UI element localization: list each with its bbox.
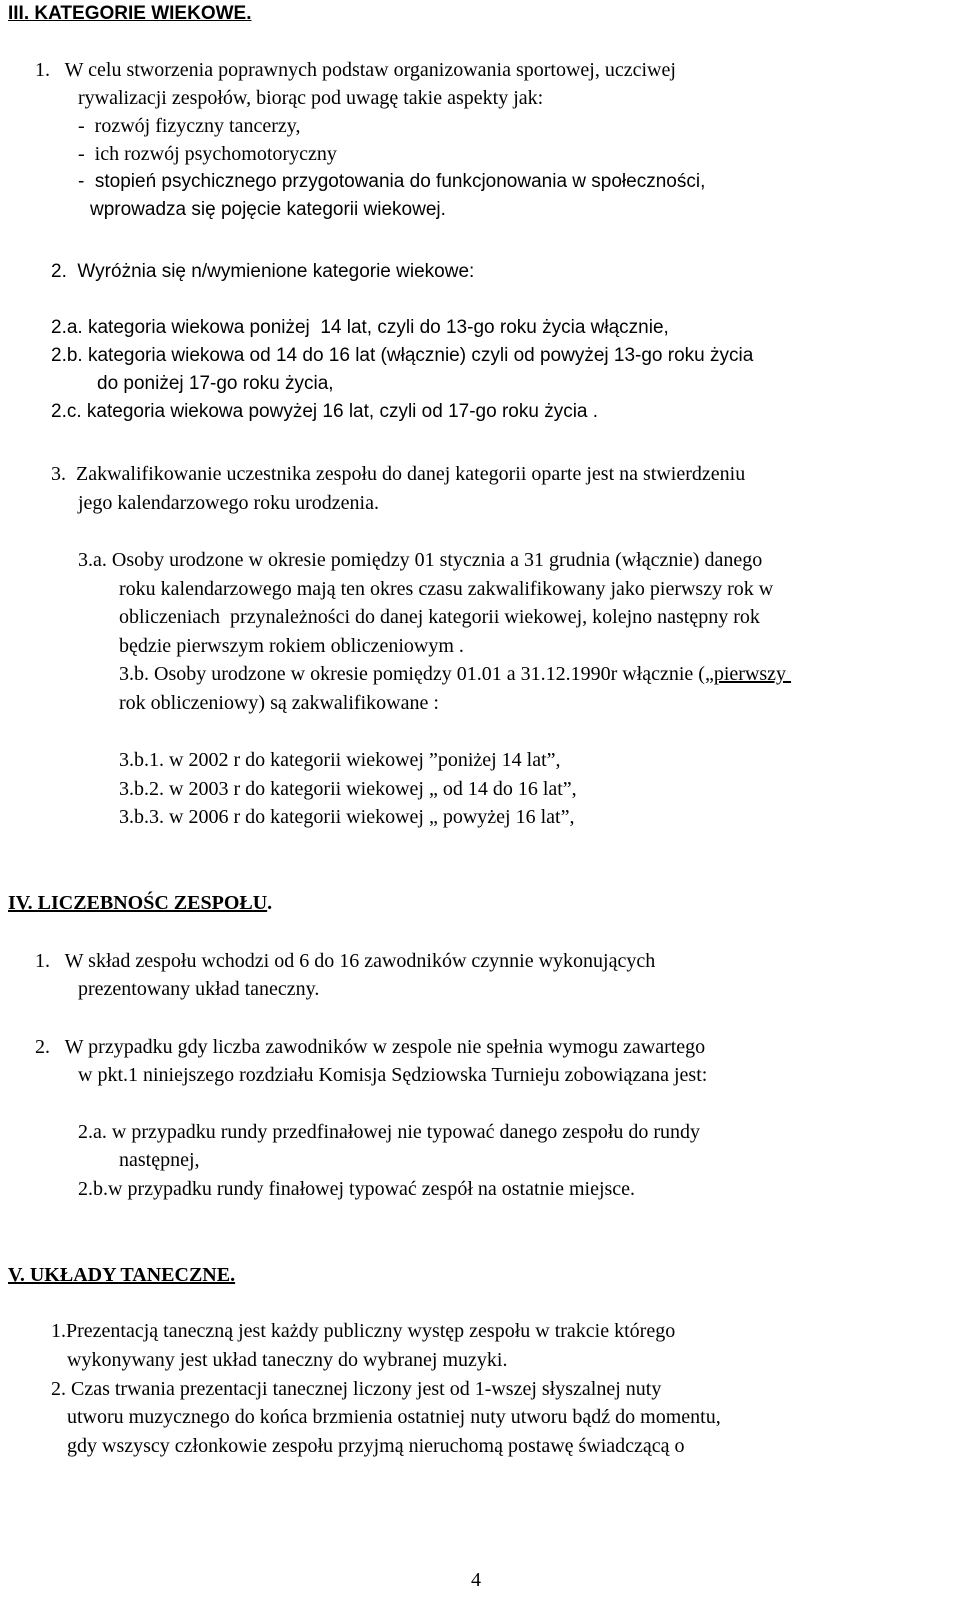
section-3-item-3b3: 3.b.3. w 2006 r do kategorii wiekowej „ powyżej 16 lat”, [119, 806, 575, 828]
section-5-heading: V. UKŁADY TANECZNE. [8, 1264, 236, 1286]
section-3-item-1-bullet-2: - ich rozwój psychomotoryczny [78, 143, 337, 165]
section-3-item-3a-line-4: będzie pierwszym rokiem obliczeniowym . [119, 635, 464, 657]
section-4-item-1-line-2: prezentowany układ taneczny. [78, 978, 320, 1000]
section-5-item-2-line-2: utworu muzycznego do końca brzmienia ostatniej nuty utworu bądź do momentu, [67, 1406, 721, 1428]
section-3-item-3-line-2: jego kalendarzowego roku urodzenia. [78, 492, 379, 514]
section-3-item-3a-line-2: roku kalendarzowego mają ten okres czasu zakwalifikowany jako pierwszy rok w [119, 578, 774, 600]
section-3-item-3a-line-1: 3.a. Osoby urodzone w okresie pomiędzy 01 stycznia a 31 grudnia (włącznie) danego [78, 549, 763, 571]
section-4-item-2a-line-2: następnej, [119, 1149, 200, 1171]
section-5-item-1-line-2: wykonywany jest układ taneczny do wybranej muzyki. [67, 1349, 508, 1371]
section-3-item-3b-line-2: rok obliczeniowy) są zakwalifikowane : [119, 692, 439, 714]
section-3-item-2: 2. Wyróżnia się n/wymienione kategorie wiekowe: [51, 261, 475, 282]
section-4-item-2-line-2: w pkt.1 niniejszego rozdziału Komisja Sędziowska Turnieju zobowiązana jest: [78, 1064, 708, 1086]
section-4-heading-text: IV. LICZEBNOŚC ZESPOŁU [8, 892, 268, 914]
section-3-item-2a: 2.a. kategoria wiekowa poniżej 14 lat, czyli do 13-go roku życia włącznie, [51, 317, 669, 338]
section-3-item-1-bullet-1: - rozwój fizyczny tancerzy, [78, 115, 301, 137]
section-4-item-2-line-1: 2. W przypadku gdy liczba zawodników w zespole nie spełnia wymogu zawartego [35, 1036, 706, 1058]
section-5-item-1-line-1: 1.Prezentacją taneczną jest każdy publiczny występ zespołu w trakcie którego [51, 1320, 676, 1342]
section-5-item-2-line-3: gdy wszyscy członkowie zespołu przyjmą nieruchomą postawę świadczącą o [67, 1435, 685, 1457]
section-3-item-2b-line-1: 2.b. kategoria wiekowa od 14 do 16 lat (włącznie) czyli od powyżej 13-go roku życia [51, 345, 754, 366]
section-3-item-3-line-1: 3. Zakwalifikowanie uczestnika zespołu do danej kategorii oparte jest na stwierdzeniu [51, 463, 746, 485]
page-number: 4 [471, 1569, 481, 1591]
section-3-item-3b-line-1 [119, 662, 791, 686]
section-3-item-1-line-2: rywalizacji zespołów, biorąc pod uwagę takie aspekty jak: [78, 87, 544, 109]
section-3-item-1-line-1: 1. W celu stworzenia poprawnych podstaw organizowania sportowej, uczciwej [35, 59, 676, 81]
section-5-item-2-line-1: 2. Czas trwania prezentacji tanecznej liczony jest od 1-wszej słyszalnej nuty [51, 1378, 662, 1400]
section-4-item-1-line-1: 1. W skład zespołu wchodzi od 6 do 16 zawodników czynnie wykonujących [35, 950, 656, 972]
section-4-heading [8, 891, 272, 915]
section-3-item-1-line-6: wprowadza się pojęcie kategorii wiekowej. [90, 199, 446, 220]
section-3-item-2c: 2.c. kategoria wiekowa powyżej 16 lat, czyli od 17-go roku życia . [51, 401, 599, 422]
section-3-item-3b-line-1-text: 3.b. Osoby urodzone w okresie pomiędzy 01.01 a 31.12.1990r włącznie ( [119, 663, 705, 685]
section-3-item-3a-line-3: obliczeniach przynależności do danej kategorii wiekowej, kolejno następny rok [119, 606, 760, 628]
section-3-item-3b1: 3.b.1. w 2002 r do kategorii wiekowej ”poniżej 14 lat”, [119, 749, 561, 771]
section-3-heading: III. KATEGORIE WIEKOWE. [8, 3, 252, 24]
section-3-item-3b-underlined: „pierwszy [704, 663, 792, 685]
section-3-item-3b2: 3.b.2. w 2003 r do kategorii wiekowej „ od 14 do 16 lat”, [119, 778, 577, 800]
section-4-heading-period: . [267, 892, 273, 914]
section-3-item-2b-line-2: do poniżej 17-go roku życia, [97, 373, 334, 394]
section-4-item-2a-line-1: 2.a. w przypadku rundy przedfinałowej nie typować danego zespołu do rundy [78, 1121, 701, 1143]
section-3-item-1-bullet-3: - stopień psychicznego przygotowania do funkcjonowania w społeczności, [78, 171, 706, 192]
section-4-item-2b: 2.b.w przypadku rundy finałowej typować zespół na ostatnie miejsce. [78, 1178, 636, 1200]
